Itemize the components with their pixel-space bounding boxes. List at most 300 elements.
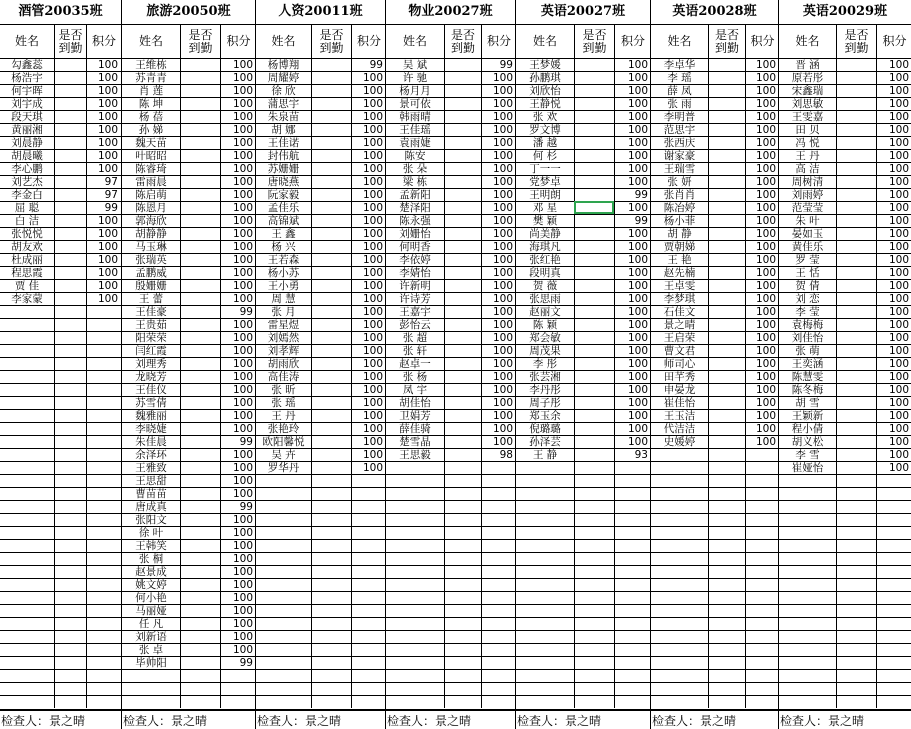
attendance-cell[interactable]: [54, 552, 86, 565]
attendance-cell[interactable]: [708, 84, 745, 97]
student-name-cell[interactable]: [779, 643, 836, 656]
score-cell[interactable]: 100: [745, 422, 779, 435]
header-name[interactable]: 姓名: [122, 24, 180, 58]
attendance-cell[interactable]: [180, 435, 220, 448]
attendance-cell[interactable]: [574, 175, 614, 188]
score-cell[interactable]: [745, 552, 779, 565]
score-cell[interactable]: 100: [745, 84, 779, 97]
student-name-cell[interactable]: [516, 591, 574, 604]
score-cell[interactable]: [86, 656, 121, 669]
student-name-cell[interactable]: [386, 461, 444, 474]
student-name-cell[interactable]: [256, 552, 311, 565]
student-name-cell[interactable]: 晏如玉: [779, 227, 836, 240]
student-name-cell[interactable]: 王维栋: [122, 58, 180, 71]
score-cell[interactable]: [745, 682, 779, 695]
student-name-cell[interactable]: [0, 539, 54, 552]
score-cell[interactable]: [481, 474, 516, 487]
header-attendance[interactable]: 是否 到勤: [708, 24, 745, 58]
attendance-cell[interactable]: [708, 604, 745, 617]
attendance-cell[interactable]: [311, 58, 351, 71]
attendance-cell[interactable]: [444, 58, 481, 71]
student-name-cell[interactable]: 袁梅梅: [779, 318, 836, 331]
score-cell[interactable]: 100: [86, 240, 121, 253]
score-cell[interactable]: 100: [351, 71, 386, 84]
attendance-cell[interactable]: [836, 149, 876, 162]
student-name-cell[interactable]: 许新明: [386, 279, 444, 292]
student-name-cell[interactable]: 程小倩: [779, 422, 836, 435]
score-cell[interactable]: 97: [86, 188, 121, 201]
attendance-cell[interactable]: [311, 214, 351, 227]
score-cell[interactable]: [351, 565, 386, 578]
header-attendance[interactable]: 是否 到勤: [574, 24, 614, 58]
attendance-cell[interactable]: [311, 110, 351, 123]
student-name-cell[interactable]: 代洁洁: [651, 422, 708, 435]
attendance-cell[interactable]: [180, 97, 220, 110]
score-cell[interactable]: 98: [481, 448, 516, 461]
score-cell[interactable]: 100: [745, 214, 779, 227]
attendance-cell[interactable]: [444, 695, 481, 708]
score-cell[interactable]: [86, 617, 121, 630]
student-name-cell[interactable]: 张 轩: [386, 344, 444, 357]
score-cell[interactable]: 99: [86, 201, 121, 214]
score-cell[interactable]: 100: [481, 357, 516, 370]
attendance-cell[interactable]: [708, 474, 745, 487]
score-cell[interactable]: 100: [876, 58, 911, 71]
score-cell[interactable]: 100: [351, 227, 386, 240]
attendance-cell[interactable]: [836, 162, 876, 175]
score-cell[interactable]: [351, 474, 386, 487]
score-cell[interactable]: 100: [86, 279, 121, 292]
score-cell[interactable]: 100: [481, 149, 516, 162]
score-cell[interactable]: 100: [614, 162, 651, 175]
attendance-cell[interactable]: [54, 526, 86, 539]
attendance-cell[interactable]: [54, 201, 86, 214]
student-name-cell[interactable]: 高 洁: [779, 162, 836, 175]
student-name-cell[interactable]: [779, 487, 836, 500]
student-name-cell[interactable]: 韩雨晴: [386, 110, 444, 123]
student-name-cell[interactable]: [651, 539, 708, 552]
attendance-cell[interactable]: [311, 435, 351, 448]
attendance-cell[interactable]: [836, 188, 876, 201]
score-cell[interactable]: 100: [745, 136, 779, 149]
score-cell[interactable]: [481, 682, 516, 695]
score-cell[interactable]: [481, 656, 516, 669]
student-name-cell[interactable]: 王 艳: [651, 253, 708, 266]
student-name-cell[interactable]: 雷星煜: [256, 318, 311, 331]
score-cell[interactable]: 100: [614, 136, 651, 149]
student-name-cell[interactable]: 刘佳怡: [779, 331, 836, 344]
attendance-cell[interactable]: [444, 370, 481, 383]
student-name-cell[interactable]: 郑玉余: [516, 409, 574, 422]
attendance-cell[interactable]: [836, 695, 876, 708]
student-name-cell[interactable]: [651, 591, 708, 604]
attendance-cell[interactable]: [180, 396, 220, 409]
attendance-cell[interactable]: [180, 253, 220, 266]
header-score[interactable]: 积分: [481, 24, 516, 58]
student-name-cell[interactable]: 李梦琪: [651, 292, 708, 305]
attendance-cell[interactable]: [180, 474, 220, 487]
student-name-cell[interactable]: 郑会敏: [516, 331, 574, 344]
score-cell[interactable]: 100: [220, 227, 256, 240]
student-name-cell[interactable]: 孟新阳: [386, 188, 444, 201]
attendance-cell[interactable]: [444, 669, 481, 682]
student-name-cell[interactable]: 罗华丹: [256, 461, 311, 474]
student-name-cell[interactable]: 薛佳骑: [386, 422, 444, 435]
attendance-cell[interactable]: [574, 461, 614, 474]
score-cell[interactable]: 99: [481, 58, 516, 71]
score-cell[interactable]: 100: [86, 136, 121, 149]
attendance-cell[interactable]: [574, 331, 614, 344]
score-cell[interactable]: [86, 487, 121, 500]
attendance-cell[interactable]: [444, 513, 481, 526]
score-cell[interactable]: 100: [876, 279, 911, 292]
score-cell[interactable]: 99: [220, 500, 256, 513]
attendance-cell[interactable]: [54, 292, 86, 305]
attendance-cell[interactable]: [836, 591, 876, 604]
student-name-cell[interactable]: [651, 617, 708, 630]
student-name-cell[interactable]: 吴 卉: [256, 448, 311, 461]
attendance-cell[interactable]: [180, 487, 220, 500]
score-cell[interactable]: [614, 695, 651, 708]
score-cell[interactable]: 100: [220, 487, 256, 500]
student-name-cell[interactable]: [779, 695, 836, 708]
score-cell[interactable]: 100: [876, 149, 911, 162]
attendance-cell[interactable]: [574, 201, 614, 214]
score-cell[interactable]: 100: [745, 266, 779, 279]
student-name-cell[interactable]: 何小艳: [122, 591, 180, 604]
student-name-cell[interactable]: 雷雨晨: [122, 175, 180, 188]
score-cell[interactable]: [86, 604, 121, 617]
student-name-cell[interactable]: [256, 604, 311, 617]
score-cell[interactable]: 100: [614, 123, 651, 136]
attendance-cell[interactable]: [444, 227, 481, 240]
score-cell[interactable]: 100: [481, 396, 516, 409]
attendance-cell[interactable]: [836, 656, 876, 669]
score-cell[interactable]: 100: [351, 370, 386, 383]
attendance-cell[interactable]: [311, 422, 351, 435]
score-cell[interactable]: [876, 682, 911, 695]
score-cell[interactable]: [481, 565, 516, 578]
student-name-cell[interactable]: [651, 474, 708, 487]
attendance-cell[interactable]: [311, 318, 351, 331]
student-name-cell[interactable]: [0, 318, 54, 331]
attendance-cell[interactable]: [836, 318, 876, 331]
score-cell[interactable]: [86, 539, 121, 552]
student-name-cell[interactable]: 樊 颖: [516, 214, 574, 227]
attendance-cell[interactable]: [444, 240, 481, 253]
score-cell[interactable]: 99: [351, 58, 386, 71]
student-name-cell[interactable]: [516, 604, 574, 617]
student-name-cell[interactable]: [651, 604, 708, 617]
score-cell[interactable]: 100: [220, 539, 256, 552]
student-name-cell[interactable]: 杨 蓓: [122, 110, 180, 123]
score-cell[interactable]: 100: [481, 136, 516, 149]
score-cell[interactable]: 100: [614, 110, 651, 123]
attendance-cell[interactable]: [311, 487, 351, 500]
student-name-cell[interactable]: 李金白: [0, 188, 54, 201]
score-cell[interactable]: [745, 461, 779, 474]
score-cell[interactable]: 100: [614, 201, 651, 214]
student-name-cell[interactable]: 田芊秀: [651, 370, 708, 383]
attendance-cell[interactable]: [574, 188, 614, 201]
score-cell[interactable]: 100: [220, 643, 256, 656]
attendance-cell[interactable]: [836, 357, 876, 370]
student-name-cell[interactable]: [256, 539, 311, 552]
student-name-cell[interactable]: [779, 591, 836, 604]
student-name-cell[interactable]: 陈 坤: [122, 97, 180, 110]
student-name-cell[interactable]: 魏雅丽: [122, 409, 180, 422]
student-name-cell[interactable]: [386, 604, 444, 617]
student-name-cell[interactable]: 周茂果: [516, 344, 574, 357]
attendance-cell[interactable]: [54, 331, 86, 344]
attendance-cell[interactable]: [836, 669, 876, 682]
attendance-cell[interactable]: [180, 552, 220, 565]
score-cell[interactable]: 100: [220, 136, 256, 149]
score-cell[interactable]: 100: [745, 71, 779, 84]
student-name-cell[interactable]: [0, 370, 54, 383]
score-cell[interactable]: 100: [481, 201, 516, 214]
student-name-cell[interactable]: 任 凡: [122, 617, 180, 630]
student-name-cell[interactable]: [0, 565, 54, 578]
score-cell[interactable]: [351, 656, 386, 669]
attendance-cell[interactable]: [836, 500, 876, 513]
score-cell[interactable]: 100: [745, 370, 779, 383]
score-cell[interactable]: 100: [220, 565, 256, 578]
attendance-cell[interactable]: [311, 123, 351, 136]
attendance-cell[interactable]: [180, 591, 220, 604]
score-cell[interactable]: 100: [220, 71, 256, 84]
student-name-cell[interactable]: [0, 383, 54, 396]
score-cell[interactable]: 100: [220, 292, 256, 305]
score-cell[interactable]: 100: [876, 110, 911, 123]
student-name-cell[interactable]: [386, 539, 444, 552]
score-cell[interactable]: 100: [876, 227, 911, 240]
score-cell[interactable]: [481, 669, 516, 682]
student-name-cell[interactable]: [516, 474, 574, 487]
score-cell[interactable]: 100: [481, 162, 516, 175]
score-cell[interactable]: 100: [351, 266, 386, 279]
attendance-cell[interactable]: [180, 630, 220, 643]
attendance-cell[interactable]: [311, 188, 351, 201]
student-name-cell[interactable]: [122, 695, 180, 708]
score-cell[interactable]: 100: [220, 175, 256, 188]
student-name-cell[interactable]: 胡晨曦: [0, 149, 54, 162]
score-cell[interactable]: 100: [745, 162, 779, 175]
score-cell[interactable]: [86, 448, 121, 461]
score-cell[interactable]: 100: [745, 344, 779, 357]
student-name-cell[interactable]: 张 卓: [122, 643, 180, 656]
student-name-cell[interactable]: 徐 欣: [256, 84, 311, 97]
attendance-cell[interactable]: [444, 487, 481, 500]
student-name-cell[interactable]: 王 鑫: [256, 227, 311, 240]
score-cell[interactable]: 97: [86, 175, 121, 188]
attendance-cell[interactable]: [311, 578, 351, 591]
score-cell[interactable]: 100: [876, 344, 911, 357]
attendance-cell[interactable]: [54, 383, 86, 396]
score-cell[interactable]: 100: [351, 188, 386, 201]
student-name-cell[interactable]: 胡 娜: [256, 123, 311, 136]
score-cell[interactable]: 100: [220, 578, 256, 591]
score-cell[interactable]: [876, 565, 911, 578]
student-name-cell[interactable]: 孙泽芸: [516, 435, 574, 448]
attendance-cell[interactable]: [311, 227, 351, 240]
attendance-cell[interactable]: [574, 214, 614, 227]
attendance-cell[interactable]: [311, 552, 351, 565]
attendance-cell[interactable]: [708, 396, 745, 409]
attendance-cell[interactable]: [444, 97, 481, 110]
attendance-cell[interactable]: [444, 84, 481, 97]
attendance-cell[interactable]: [708, 682, 745, 695]
student-name-cell[interactable]: [256, 500, 311, 513]
score-cell[interactable]: 100: [481, 435, 516, 448]
student-name-cell[interactable]: [0, 357, 54, 370]
attendance-cell[interactable]: [311, 656, 351, 669]
student-name-cell[interactable]: 赵景成: [122, 565, 180, 578]
score-cell[interactable]: [481, 500, 516, 513]
score-cell[interactable]: 100: [481, 240, 516, 253]
student-name-cell[interactable]: 杨小苏: [256, 266, 311, 279]
student-name-cell[interactable]: 郭海欣: [122, 214, 180, 227]
score-cell[interactable]: 100: [351, 214, 386, 227]
student-name-cell[interactable]: 周耀婷: [256, 71, 311, 84]
score-cell[interactable]: 100: [220, 357, 256, 370]
score-cell[interactable]: 100: [614, 84, 651, 97]
attendance-cell[interactable]: [708, 500, 745, 513]
attendance-cell[interactable]: [836, 578, 876, 591]
attendance-cell[interactable]: [180, 513, 220, 526]
student-name-cell[interactable]: 孟鹏威: [122, 266, 180, 279]
attendance-cell[interactable]: [574, 513, 614, 526]
score-cell[interactable]: 100: [481, 253, 516, 266]
student-name-cell[interactable]: [516, 565, 574, 578]
score-cell[interactable]: [86, 305, 121, 318]
attendance-cell[interactable]: [54, 188, 86, 201]
student-name-cell[interactable]: [256, 526, 311, 539]
student-name-cell[interactable]: 黄佳乐: [779, 240, 836, 253]
score-cell[interactable]: [745, 513, 779, 526]
student-name-cell[interactable]: [0, 396, 54, 409]
attendance-cell[interactable]: [311, 695, 351, 708]
student-name-cell[interactable]: 崔娅怡: [779, 461, 836, 474]
student-name-cell[interactable]: 勾鑫蕊: [0, 58, 54, 71]
student-name-cell[interactable]: [122, 682, 180, 695]
student-name-cell[interactable]: 王贵茹: [122, 318, 180, 331]
student-name-cell[interactable]: 胡佳怡: [386, 396, 444, 409]
student-name-cell[interactable]: [516, 643, 574, 656]
attendance-cell[interactable]: [708, 71, 745, 84]
student-name-cell[interactable]: 殷姗姗: [122, 279, 180, 292]
student-name-cell[interactable]: [0, 669, 54, 682]
student-name-cell[interactable]: 张艳玲: [256, 422, 311, 435]
attendance-cell[interactable]: [836, 448, 876, 461]
attendance-cell[interactable]: [444, 474, 481, 487]
score-cell[interactable]: 100: [876, 97, 911, 110]
header-score[interactable]: 积分: [351, 24, 386, 58]
score-cell[interactable]: [745, 669, 779, 682]
attendance-cell[interactable]: [311, 643, 351, 656]
score-cell[interactable]: 100: [745, 240, 779, 253]
attendance-cell[interactable]: [311, 513, 351, 526]
score-cell[interactable]: [745, 617, 779, 630]
student-name-cell[interactable]: 朱 叶: [779, 214, 836, 227]
attendance-cell[interactable]: [836, 266, 876, 279]
student-name-cell[interactable]: 邓 星: [516, 201, 574, 214]
attendance-cell[interactable]: [311, 591, 351, 604]
score-cell[interactable]: 100: [86, 84, 121, 97]
score-cell[interactable]: 100: [745, 253, 779, 266]
attendance-cell[interactable]: [311, 526, 351, 539]
score-cell[interactable]: 100: [745, 292, 779, 305]
student-name-cell[interactable]: 李婧怡: [386, 266, 444, 279]
score-cell[interactable]: [745, 578, 779, 591]
score-cell[interactable]: 100: [481, 266, 516, 279]
student-name-cell[interactable]: 曹苗苗: [122, 487, 180, 500]
attendance-cell[interactable]: [311, 136, 351, 149]
student-name-cell[interactable]: 陈永强: [386, 214, 444, 227]
student-name-cell[interactable]: 张西庆: [651, 136, 708, 149]
score-cell[interactable]: 100: [876, 370, 911, 383]
attendance-cell[interactable]: [180, 123, 220, 136]
student-name-cell[interactable]: [386, 526, 444, 539]
student-name-cell[interactable]: [779, 474, 836, 487]
attendance-cell[interactable]: [311, 292, 351, 305]
attendance-cell[interactable]: [708, 201, 745, 214]
score-cell[interactable]: 100: [220, 149, 256, 162]
score-cell[interactable]: 100: [86, 227, 121, 240]
student-name-cell[interactable]: 潘 越: [516, 136, 574, 149]
student-name-cell[interactable]: 尚美静: [516, 227, 574, 240]
attendance-cell[interactable]: [574, 227, 614, 240]
student-name-cell[interactable]: 罗文博: [516, 123, 574, 136]
score-cell[interactable]: 100: [745, 318, 779, 331]
student-name-cell[interactable]: 崔佳怡: [651, 396, 708, 409]
attendance-cell[interactable]: [180, 149, 220, 162]
student-name-cell[interactable]: 高锦斌: [256, 214, 311, 227]
student-name-cell[interactable]: 海琪凡: [516, 240, 574, 253]
header-name[interactable]: 姓名: [651, 24, 708, 58]
student-name-cell[interactable]: [386, 695, 444, 708]
attendance-cell[interactable]: [836, 617, 876, 630]
score-cell[interactable]: 100: [876, 123, 911, 136]
score-cell[interactable]: 100: [86, 214, 121, 227]
attendance-cell[interactable]: [708, 448, 745, 461]
attendance-cell[interactable]: [708, 656, 745, 669]
score-cell[interactable]: 100: [614, 240, 651, 253]
student-name-cell[interactable]: [779, 604, 836, 617]
student-name-cell[interactable]: 徐 叶: [122, 526, 180, 539]
student-name-cell[interactable]: [386, 474, 444, 487]
score-cell[interactable]: 100: [745, 279, 779, 292]
attendance-cell[interactable]: [574, 149, 614, 162]
attendance-cell[interactable]: [311, 149, 351, 162]
student-name-cell[interactable]: 叶昭昭: [122, 149, 180, 162]
attendance-cell[interactable]: [444, 656, 481, 669]
score-cell[interactable]: [86, 578, 121, 591]
attendance-cell[interactable]: [54, 58, 86, 71]
attendance-cell[interactable]: [574, 669, 614, 682]
attendance-cell[interactable]: [574, 422, 614, 435]
student-name-cell[interactable]: 王思甜: [122, 474, 180, 487]
attendance-cell[interactable]: [574, 97, 614, 110]
student-name-cell[interactable]: [256, 513, 311, 526]
student-name-cell[interactable]: 陈冶婷: [651, 201, 708, 214]
attendance-cell[interactable]: [444, 604, 481, 617]
attendance-cell[interactable]: [836, 474, 876, 487]
attendance-cell[interactable]: [180, 695, 220, 708]
score-cell[interactable]: [876, 643, 911, 656]
student-name-cell[interactable]: [0, 331, 54, 344]
student-name-cell[interactable]: 何明香: [386, 240, 444, 253]
